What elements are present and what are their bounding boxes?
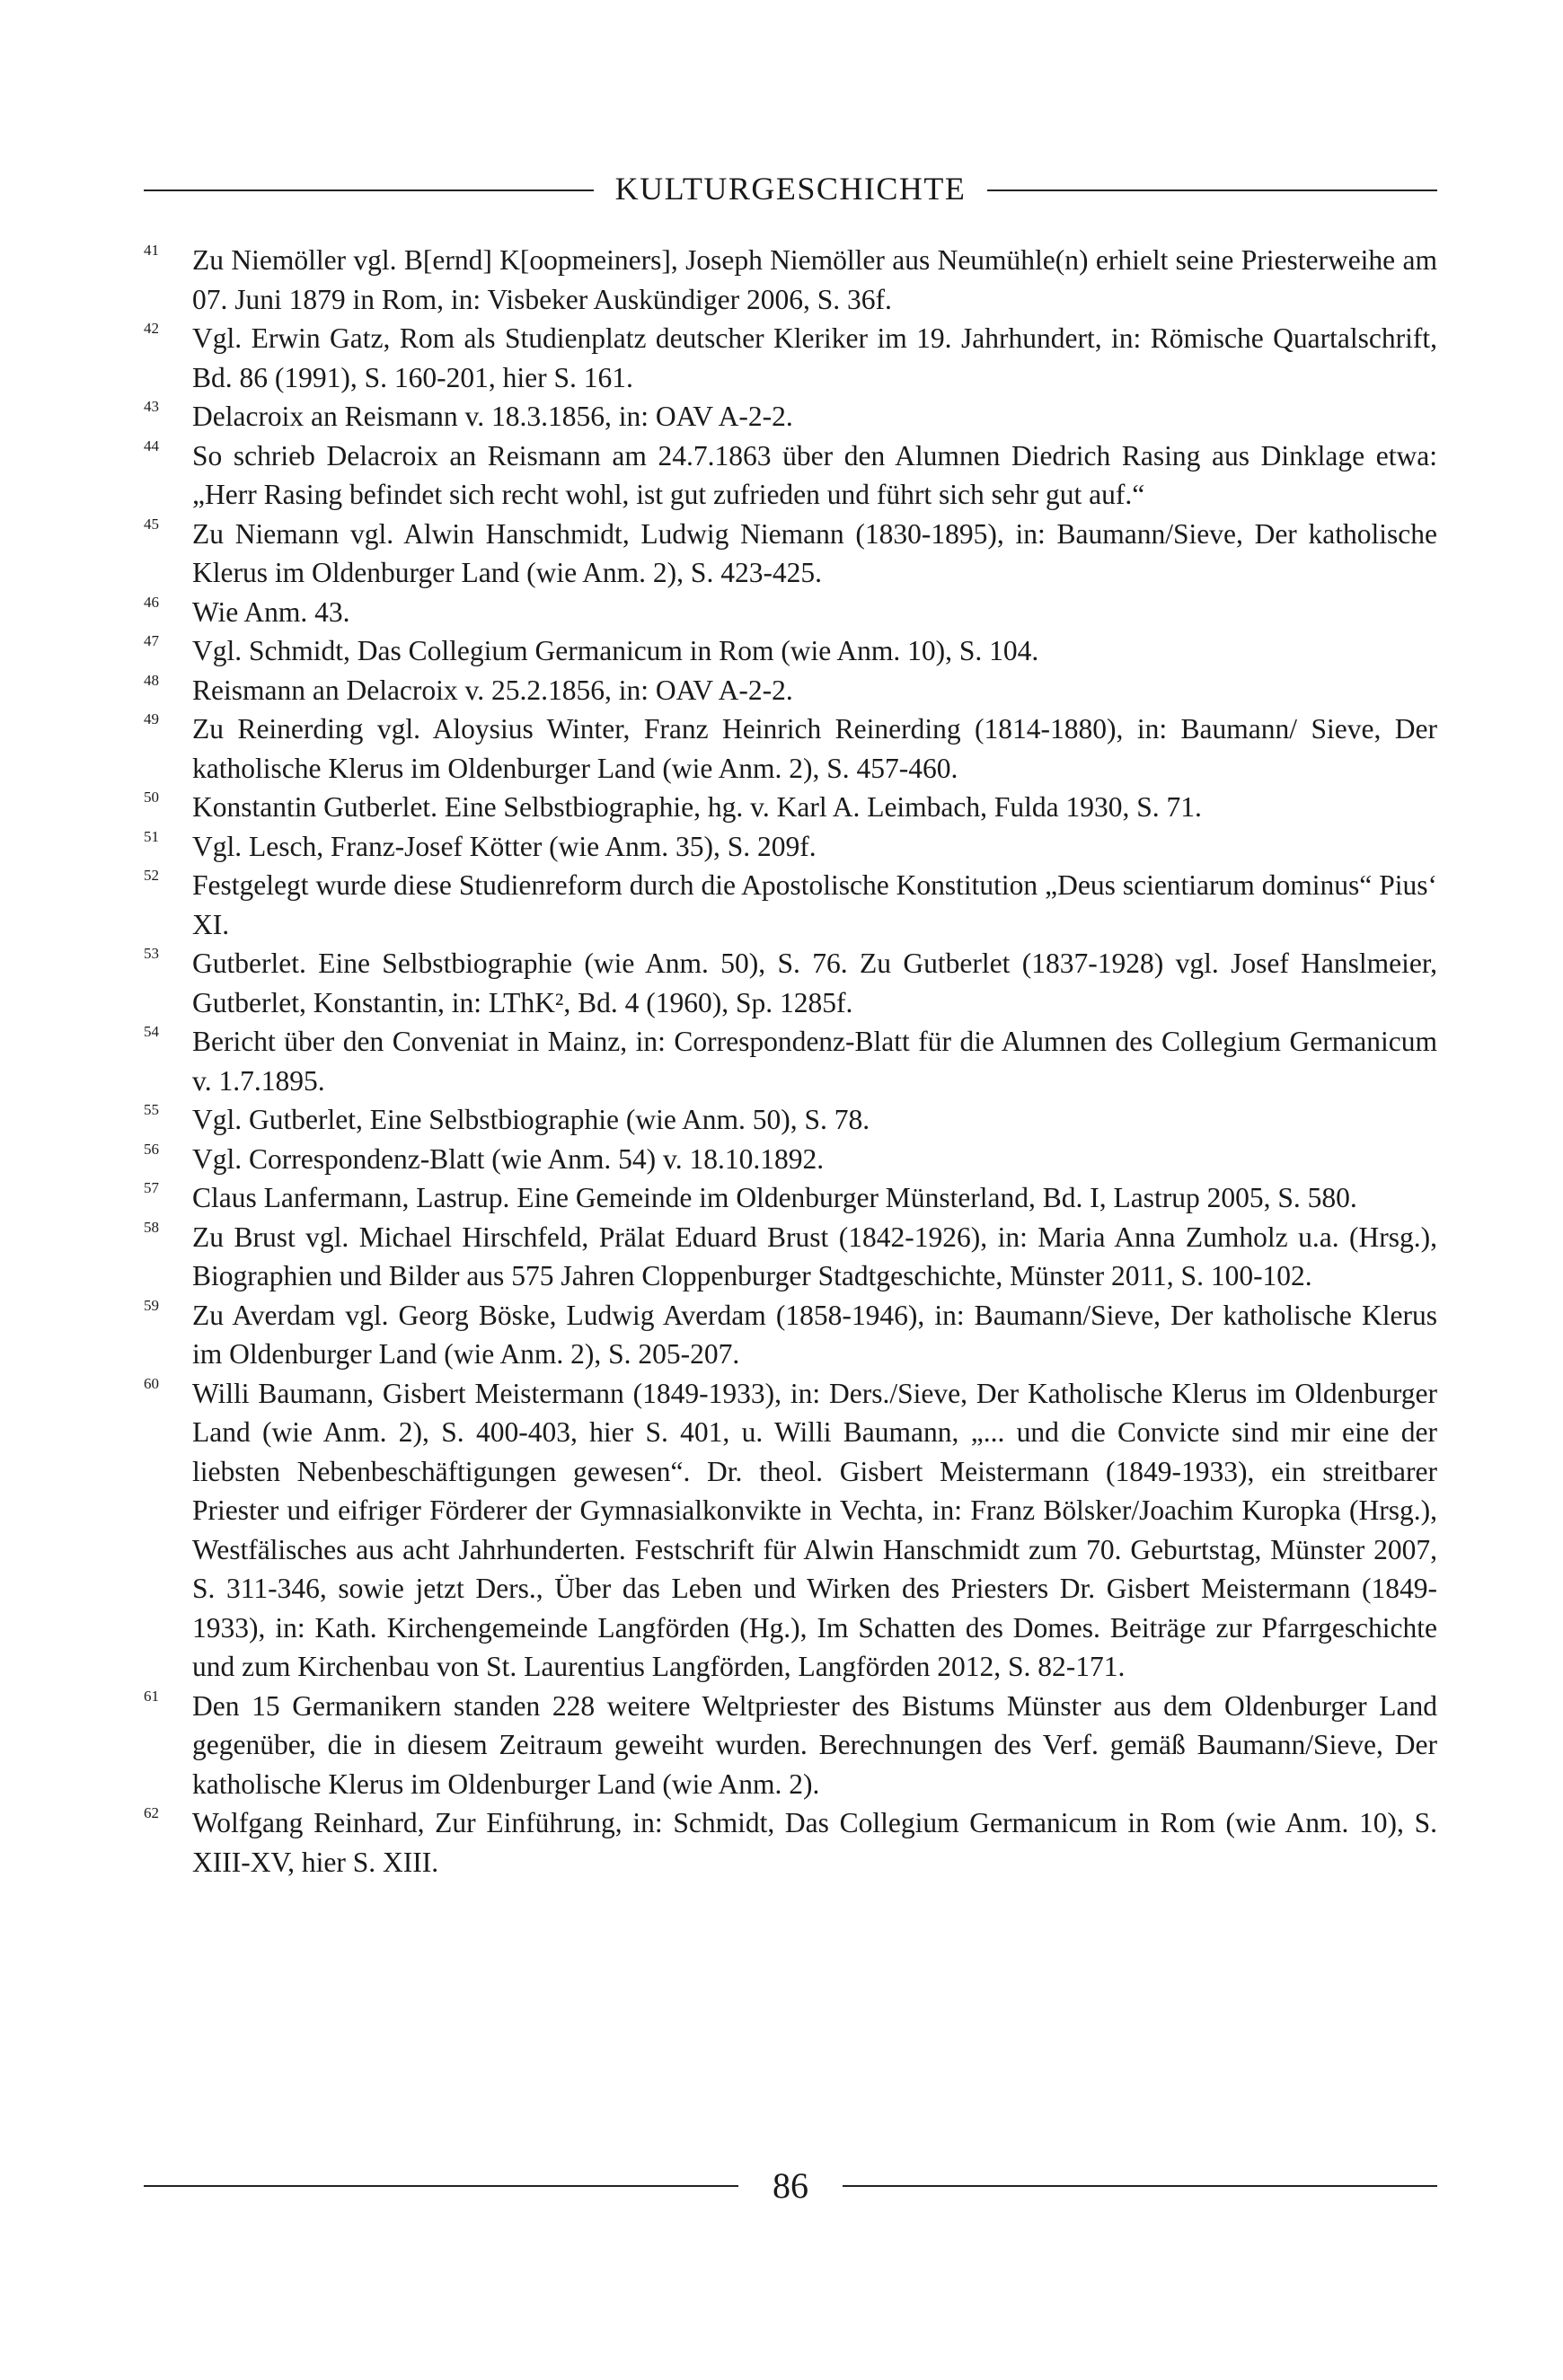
footnote-text: Konstantin Gutberlet. Eine Selbstbiographie, hg. v. Karl A. Leimbach, Fulda 1930, S. 71. bbox=[192, 791, 1202, 823]
footnote-text: Delacroix an Reismann v. 18.3.1856, in: OAV A-2-2. bbox=[192, 401, 793, 432]
footnote-number: 61 bbox=[144, 1687, 159, 1705]
footnote-list bbox=[144, 241, 1437, 1882]
page-footer bbox=[144, 2165, 1437, 2206]
footnote-text: Festgelegt wurde diese Studienreform durch die Apostolische Konstitution „Deus scientiarum dominus“ Pius‘ XI. bbox=[192, 869, 1437, 940]
footnote-text: Claus Lanfermann, Lastrup. Eine Gemeinde im Oldenburger Münsterland, Bd. I, Lastrup 2005, S. 580. bbox=[192, 1182, 1357, 1213]
footnote bbox=[144, 827, 1437, 867]
footnote-text: Zu Niemöller vgl. B[ernd] K[oopmeiners], Joseph Niemöller aus Neumühle(n) erhielt seine Priesterweihe am 07. Juni 1879 in Rom, in: Visbeker Auskündiger 2006, S. 36f. bbox=[192, 244, 1437, 315]
footnote-number: 60 bbox=[144, 1374, 159, 1392]
header-rule-left bbox=[144, 190, 594, 191]
footnote-number: 46 bbox=[144, 593, 159, 611]
footnote-text: Vgl. Schmidt, Das Collegium Germanicum in Rom (wie Anm. 10), S. 104. bbox=[192, 635, 1039, 666]
footnote-text: Bericht über den Conveniat in Mainz, in: Correspondenz-Blatt für die Alumnen des Collegium Germanicum v. 1.7.1895. bbox=[192, 1026, 1437, 1097]
footnote bbox=[144, 319, 1437, 397]
footnote bbox=[144, 1374, 1437, 1687]
footnote-number: 51 bbox=[144, 827, 159, 845]
footnote-text: Wie Anm. 43. bbox=[192, 595, 350, 628]
page-header bbox=[144, 172, 1437, 205]
footnote-text: Wolfgang Reinhard, Zur Einführung, in: Schmidt, Das Collegium Germanicum in Rom (wie Anm. 10), S. XIII-XV, hier S. XIII. bbox=[192, 1807, 1437, 1878]
footnote-number: 45 bbox=[144, 515, 159, 533]
footnote-text: Zu Brust vgl. Michael Hirschfeld, Prälat Eduard Brust (1842-1926), in: Maria Anna Zumholz u.a. (Hrsg.), Biographien und Bilder aus 575 Jahren Cloppenburger Stadtgeschichte, Münster 2011, S. 100-102. bbox=[192, 1221, 1437, 1291]
footnote bbox=[144, 1100, 1437, 1140]
footnote-number: 55 bbox=[144, 1101, 159, 1118]
footnote-number: 48 bbox=[144, 671, 159, 689]
footnote-number: 54 bbox=[144, 1023, 159, 1040]
footnote-text: Vgl. Gutberlet, Eine Selbstbiographie (wie Anm. 50), S. 78. bbox=[192, 1104, 870, 1135]
footnote-text: Reismann an Delacroix v. 25.2.1856, in: OAV A-2-2. bbox=[192, 674, 793, 706]
footnote-number: 43 bbox=[144, 398, 159, 415]
footnote-number: 42 bbox=[144, 320, 159, 337]
footnote-number: 41 bbox=[144, 242, 159, 259]
footnote-number: 62 bbox=[144, 1804, 159, 1821]
footnote-number: 57 bbox=[144, 1179, 159, 1196]
footnote bbox=[144, 397, 1437, 436]
footnote-number: 52 bbox=[144, 867, 159, 884]
footnote bbox=[144, 1178, 1437, 1218]
footnote bbox=[144, 593, 1437, 632]
footnote-text: Vgl. Erwin Gatz, Rom als Studienplatz deutscher Kleriker im 19. Jahrhundert, in: Römische Quartalschrift, Bd. 86 (1991), S. 160-201, hier S. 161. bbox=[192, 322, 1437, 393]
footnote-text: Zu Averdam vgl. Georg Böske, Ludwig Averdam (1858-1946), in: Baumann/Sieve, Der katholische Klerus im Oldenburger Land (wie Anm. 2), S. 205-207. bbox=[192, 1299, 1437, 1370]
footnote-number: 50 bbox=[144, 789, 159, 806]
footnote bbox=[144, 788, 1437, 827]
footnote bbox=[144, 1140, 1437, 1179]
page-number: 86 bbox=[773, 2165, 808, 2206]
footnote bbox=[144, 671, 1437, 710]
footer-rule-left bbox=[144, 2185, 738, 2187]
footnote-text: So schrieb Delacroix an Reismann am 24.7.1863 über den Alumnen Diedrich Rasing aus Dinklage etwa: „Herr Rasing befindet sich recht wohl, ist gut zufrieden und führt sich sehr gut auf.“ bbox=[192, 439, 1437, 510]
footnote bbox=[144, 241, 1437, 319]
footer-rule-right bbox=[843, 2185, 1437, 2187]
footnote-number: 58 bbox=[144, 1218, 159, 1236]
header-rule-right bbox=[987, 190, 1437, 191]
footnote bbox=[144, 515, 1437, 593]
footnote bbox=[144, 436, 1437, 515]
footnote bbox=[144, 944, 1437, 1022]
footnote-text: Zu Reinerding vgl. Aloysius Winter, Franz Heinrich Reinerding (1814-1880), in: Baumann/ Sieve, Der katholische Klerus im Oldenburger Land (wie Anm. 2), S. 457-460. bbox=[192, 713, 1437, 784]
footnote bbox=[144, 1803, 1437, 1882]
footnote-text: Den 15 Germanikern standen 228 weitere Weltpriester des Bistums Münster aus dem Oldenburger Land gegenüber, die in diesem Zeitraum geweiht wurden. Berechnungen des Verf. gemäß Baumann/Sieve, Der katholische Klerus im Oldenburger Land (wie Anm. 2). bbox=[192, 1689, 1437, 1800]
footnote-number: 49 bbox=[144, 710, 159, 727]
footnote-text: Zu Niemann vgl. Alwin Hanschmidt, Ludwig Niemann (1830-1895), in: Baumann/Sieve, Der katholische Klerus im Oldenburger Land (wie Anm. 2), S. 423-425. bbox=[192, 517, 1437, 588]
footnote bbox=[144, 710, 1437, 788]
footnote bbox=[144, 631, 1437, 671]
footnote-number: 59 bbox=[144, 1296, 159, 1314]
footnote-number: 47 bbox=[144, 632, 159, 649]
footnote bbox=[144, 1218, 1437, 1296]
footnote bbox=[144, 1022, 1437, 1100]
footnote-text: Vgl. Lesch, Franz-Josef Kötter (wie Anm. 35), S. 209f. bbox=[192, 830, 817, 862]
footnote-number: 56 bbox=[144, 1140, 159, 1158]
footnote bbox=[144, 1687, 1437, 1804]
footnote-text: Vgl. Correspondenz-Blatt (wie Anm. 54) v. 18.10.1892. bbox=[192, 1142, 825, 1175]
footnote bbox=[144, 866, 1437, 944]
footnote-number: 44 bbox=[144, 436, 159, 454]
footnote bbox=[144, 1296, 1437, 1374]
footnote-text: Gutberlet. Eine Selbstbiographie (wie Anm. 50), S. 76. Zu Gutberlet (1837-1928) vgl. Josef Hanslmeier, Gutberlet, Konstantin, in: LThK², Bd. 4 (1960), Sp. 1285f. bbox=[192, 948, 1437, 1018]
footnote-text: Willi Baumann, Gisbert Meistermann (1849-1933), in: Ders./Sieve, Der Katholische Klerus im Oldenburger Land (wie Anm. 2), S. 400-403, hier S. 401, u. Willi Baumann, „... und die Convicte sind mir eine der liebsten Nebenbeschäftigungen gewesen“. Dr. theol. Gisbert Meistermann (1849-1933), ein streitbarer Priester und eifriger Förderer der Gymnasialkonvikte in Vechta, in: Franz Bölsker/Joachim Kuropka (Hrsg.), Westfälisches aus acht Jahrhunderten. Festschrift für Alwin Hanschmidt zum 70. Geburtstag, Münster 2007, S. 311-346, sowie jetzt Ders., Über das Leben und Wirken des Priesters Dr. Gisbert Meistermann (1849-1933), in: Kath. Kirchengemeinde Langförden (Hg.), Im Schatten des Domes. Beiträge zur Pfarrgeschichte und zum Kirchenbau von St. Laurentius Langförden, Langförden 2012, S. 82-171. bbox=[192, 1377, 1437, 1682]
running-title: KULTURGESCHICHTE bbox=[614, 171, 967, 207]
footnote-number: 53 bbox=[144, 945, 159, 962]
